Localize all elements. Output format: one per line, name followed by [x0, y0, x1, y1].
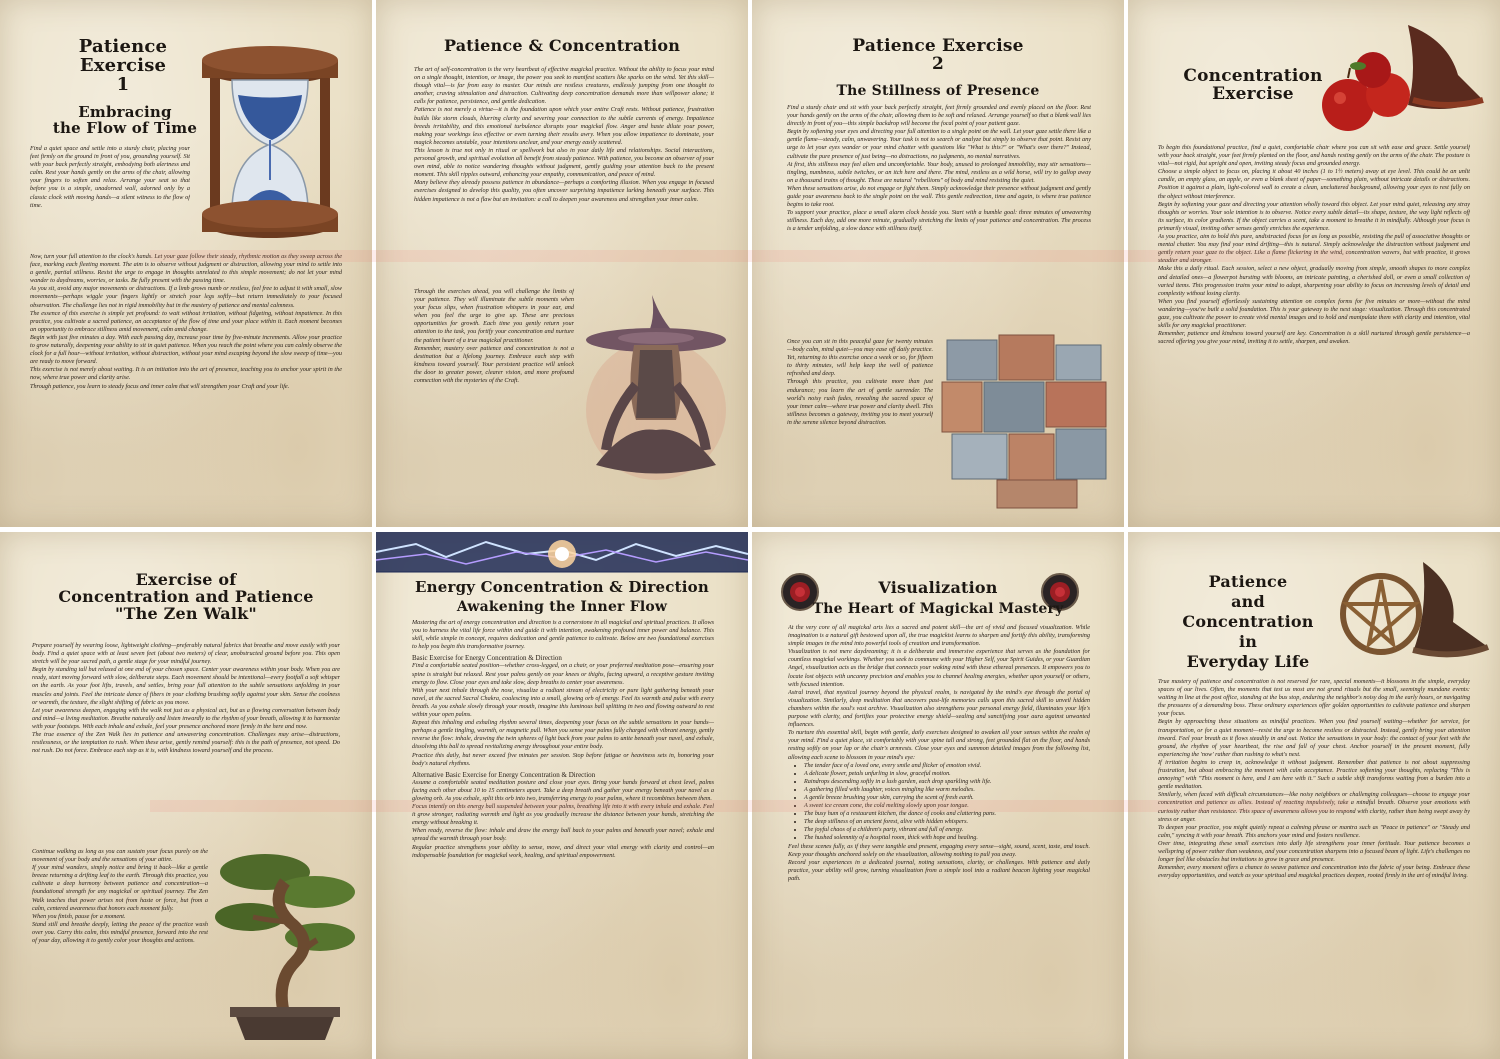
paragraph: Mastering the art of energy concentration and direction is a cornerstone in all magickal and spiritual practices. It allows you to harness the vital life force within and guide it with intention, awakening profound inner power and balance. This skill, while simple in concept, requires dedication and gentle patience to cultivate. Below are two foundational exercises to help you begin this transformative journey. [412, 619, 714, 651]
page-concentration-exercise [1128, 0, 1500, 527]
paragraph: Focus intently on this energy ball suspended between your palms, breathing life into it with every inhale and exhale. Feel it grow stronger, radiating warmth and light as you gradually increase the distance between your hands, stretching the energy without breaking it. [412, 803, 714, 827]
paragraph: The essence of this exercise is simple yet profound: to wait without irritation, without fidgeting, without impatience. In this practice, you cultivate a sacred patience, an acceptance of the flow of time and your place within it. Each moment becomes an opportunity to embrace stillness amid movement, calm amid change. [30, 309, 342, 333]
stone-blocks-illustration [937, 330, 1112, 510]
paragraph: If your mind wanders, simply notice and bring it back—like a gentle breeze returning a drifting leaf to the earth. Through this practice, you cultivate a deep harmony between patience and concentration—a foundational strength for any magickal or spiritual journey. The Zen Walk teaches that power arises not from haste or force, but from a calm, centered awareness that honors each moment fully. [32, 864, 208, 912]
paragraph: Once you can sit in this peaceful gaze for twenty minutes—body calm, mind quiet—you may ease off daily practice. Yet, returning to this exercise once a week or so, for fifteen to thirty minutes, will help keep the well of patience refreshed and deep. [787, 338, 933, 378]
paragraph: To nurture this essential skill, begin with gentle, daily exercises designed to awaken all your senses within the realm of your mind. Find a quiet place, sit comfortably with your spine tall and strong, feet grounded flat on the floor, and hands resting softly on your lap or the chair's armrests. Close your eyes and summon detailed images from the following list, allowing each scene to blossom in your mind's eye: [788, 729, 1090, 761]
paragraph: Practice this daily, but never exceed five minutes per session. Stop before fatigue or heaviness sets in, honoring your body's natural rhythms. [412, 751, 714, 767]
list-item: • The hushed solemnity of a hospital room, thick with hope and healing. [804, 834, 1090, 842]
page-title: Energy Concentration & Direction [415, 578, 709, 596]
paragraph: Continue walking as long as you can sustain your focus purely on the movement of your body and the sensations of your attire. [32, 848, 208, 864]
paragraph: Begin by approaching these situations as mindful practices. When you find yourself waiting—whether for service, for transportation, or for a quiet moment—resist the urge to become restless or distracted. Instead, gently bring your attention inward. Feel your breath as it flows steadily in and out. Notice the sensations in your body: the contact of your feet with the ground, the rhythm of your heartbeat, the rise and fall of your chest. Anchor yourself in the present moment, fully experiencing the 'now' rather than rushing to what's next. [1158, 718, 1470, 758]
paragraph: Over time, integrating these small exercises into daily life strengthens your inner fortitude. Your patience becomes a wellspring of power rather than weakness, and your concentration sharpens into a focused beam of light. Life's challenges no longer feel like obstacles but invitations to grow in grace and presence. [1158, 839, 1470, 864]
paragraph: Let your awareness deepen, engaging with the walk not just as a physical act, but as a flowing conversation between body and mind—a living meditation. Breathe naturally and listen inwardly to the rhythm of your breath, allowing it to harmonize with your footsteps. With each inhale and exhale, feel your presence anchored more firmly in the here and now. [32, 706, 340, 730]
page-subtitle: Awakening the Inner Flow [456, 599, 668, 615]
paragraph: When these sensations arise, do not engage or fight them. Simply acknowledge their presence without judgment and gently guide your awareness back to the single point on the wall. This gentle redirection, time and again, is where true patience begins to take root. [787, 184, 1091, 209]
paragraph: The true essence of the Zen Walk lies in patience and unwavering concentration. Challenges may arise—distractions, restlessness, or the temptation to rush. When these arise, gently remind yourself: this is the path of presence, not speed. Do not rush. Do not force. Embrace each step as it is, with kindness toward yourself and the process. [32, 731, 340, 755]
paragraph: True mastery of patience and concentration is not reserved for rare, special moments—it blossoms in the simple, everyday spaces of our lives. Often, the moments that test us most are not grand rituals but the small, seemingly mundane events: waiting in line at the post office, standing at the bus stop, enduring the neighbor's noisy dog in the early hours, or navigating the pressures of a demanding boss. These ordinary experiences offer golden opportunities to cultivate patience and sharpen your focus. [1158, 678, 1470, 718]
paragraph: Stand still and breathe deeply, letting the peace of the practice wash over you. Carry this calm, this mindful presence, forward into the rest of your day, allowing it to gently color your thoughts and actions. [32, 920, 208, 945]
body-text [414, 288, 574, 493]
hourglass-illustration [190, 40, 350, 250]
paragraph: Find a comfortable seated position—whether cross-legged, on a chair, or your preferred meditation pose—ensuring your spine is straight but relaxed. Rest your palms gently on your knees or thighs, facing upward, a receptive gesture inviting energy to flow. Close your eyes and take slow, deep breaths to center your awareness. [412, 662, 714, 686]
paragraph: Choose a simple object to focus on, placing it about 40 inches (1 to 1½ meters) away at eye level. This could be an unlit candle, an empty glass, an apple, or even a blank sheet of paper—something plain, without intricate details or distractions. Position it against a plain, light-colored wall to create a clean, uncluttered background, allowing your eyes to rest fully on the object without interference. [1158, 168, 1470, 200]
list-item: • The deep stillness of an ancient forest, alive with hidden whispers. [804, 818, 1090, 826]
body-text [788, 624, 1090, 1049]
page-title: Patience and Concentration in Everyday Life [1182, 572, 1314, 671]
paragraph: Feel these scenes fully, as if they were tangible and present, engaging every sense—sight, sound, scent, taste, and touch. Keep your thoughts anchored solely on the visualization, allowing nothing to pull you away. [788, 842, 1090, 858]
apples-and-witch-hat-illustration [1298, 20, 1488, 140]
body-text [412, 619, 714, 1049]
list-item: • A delicate flower, petals unfurling in slow, graceful motion. [804, 770, 1090, 778]
paragraph: At the very core of all magickal arts lies a sacred and potent skill—the art of vivid and focused visualization. While imagination is a natural gift bestowed upon all, the true magickist learns to sharpen and fortify this ability, transforming simple images in the mind into powerful tools of creation and transformation. [788, 624, 1090, 648]
paragraph: Through the exercises ahead, you will challenge the limits of your patience. They will illuminate the subtle moments when your focus slips, when frustration whispers in your ear, and when you feel the urge to give up. These are precious opportunities for growth. Each time you gently return your attention to the task, you fortify your concentration and nurture the patient heart of a true magickal practitioner. [414, 288, 574, 344]
section-heading: Basic Exercise for Energy Concentration & Direction [412, 654, 562, 663]
paragraph: If irritation begins to creep in, acknowledge it without judgment. Remember that patience is not about suppressing frustration, but about embracing the moment with calm acceptance. Practice softening your thoughts, replacing "This is annoying" with "This moment is here, and I am here with it." Such a subtle shift transforms waiting from a burden into a gentle meditation. [1158, 758, 1470, 791]
page-patience-exercise-2 [752, 0, 1124, 527]
paragraph: When you finish, pause for a moment. [32, 912, 126, 920]
body-text [30, 145, 190, 255]
paragraph: Many believe they already possess patience in abundance—perhaps a comforting illusion. When you engage in focused exercises designed to develop this quality, you often uncover surprising impatience lurking beneath your surface. This hidden impatience is not a flaw but an invitation: a call to deepen your awareness and strengthen your inner calm. [414, 179, 714, 203]
page-zen-walk [0, 532, 372, 1059]
paragraph: Regular practice strengthens your ability to sense, move, and direct your vital energy with clarity and control—an indispensable foundation for magickal work, healing, and spiritual empowerment. [412, 843, 714, 859]
page-title: Exercise of Concentration and Patience "The Zen Walk" [58, 570, 314, 623]
list-item: • The busy hum of a restaurant kitchen, the dance of cooks and clattering pans. [804, 810, 1090, 818]
body-text [1158, 144, 1470, 499]
page-subtitle: The Heart of Magickal Mastery [812, 601, 1064, 617]
paragraph: Visualization is not mere daydreaming; it is a deliberate and immersive experience that serves as the foundation for countless magickal workings. Whether you seek to commune with your Higher Self, your Spirit Guides, or your Guardian Angel, visualization acts as the bridge that connects your waking mind with these ethereal presences. It empowers you to locate lost objects with uncanny precision and enables you to channel healing energies, whether upon yourself or others, with focused intention. [788, 648, 1090, 688]
list-item: • A sweet ice cream cone, the cold melting slowly upon your tongue. [804, 802, 1090, 810]
page-energy-concentration [376, 532, 748, 1059]
paragraph: Record your experiences in a dedicated journal, noting sensations, clarity, or challenges. With patience and daily practice, your ability will grow, turning visualization from a simple tool into a radiant beacon lighting your magickal path. [788, 858, 1090, 882]
body-text [32, 848, 208, 1038]
paragraph: Begin by softening your eyes and directing your full attention to a single point on the wall. Let your gaze settle there like a gentle flame—steady, calm, unwavering. Your task is not to search or analyze but simply to observe that point. Resist any urge to let your eyes wander or your mind chatter with questions like "What is this?" or "What's over there?" Instead, cultivate the pure presence of just being—no distractions, no judgments, no mental narratives. [787, 128, 1091, 160]
page-patience-concentration [376, 0, 748, 527]
paragraph: The art of self-concentration is the very heartbeat of effective magickal practice. Without the ability to focus your mind on a single thought, intention, or image, the power you seek to manifest scatters like sparks on the wind. Yet this skill—though vital—is far from easy to master. Our minds are restless creatures, endlessly jumping from one thought to another, craving stimulation and distraction. Cultivating deep concentration demands more than willpower alone; it calls for patience, persistence, and gentle dedication. [414, 66, 714, 106]
paragraph: As you practice, aim to hold this pure, undistracted focus for as long as possible, resisting the pull of associative thoughts or mental chatter. You may find your mind drifting—this is natural. Simply acknowledge the distraction without judgment and gently return your gaze to the object. Like a flame flickering in the wind, concentration wavers, but with practice, it grows steadier and stronger. [1158, 233, 1470, 265]
body-text [787, 104, 1091, 336]
paragraph: When ready, reverse the flow: inhale and draw the energy ball back to your palms and beneath your navel; exhale and spread the warmth through your body. [412, 827, 714, 843]
paragraph: With your next inhale through the nose, visualize a radiant stream of electricity or pure light gathering beneath your navel, at the sacred Sacral Chakra, coalescing into a small, glowing orb of energy. Feel its warmth and pulse with every breath. As you exhale slowly through your mouth, imagine this luminous ball splitting in two and flowing outward to rest within your open palms. [412, 686, 714, 719]
paragraph: Remember, mastery over patience and concentration is not a destination but a lifelong journey. Embrace each step with kindness toward yourself. Your persistent practice will unlock the door to greater power, clearer vision, and more profound connection with the mysteries of the Craft. [414, 344, 574, 385]
body-text [32, 642, 340, 848]
paragraph: As you sit, avoid any major movements or distractions. If a limb grows numb or restless, feel free to adjust it with small, slow movements—perhaps wiggle your fingers lightly or stretch your legs softly—but return immediately to your focused observation. The challenge lies not in rigid immobility but in the mastery of patience and mental calmness. [30, 285, 342, 309]
paragraph: Through this practice, you cultivate more than just endurance; you learn the art of gentle surrender. The world's noisy rush fades, revealing the sacred space of your inner calm—where true power and clarity dwell. This stillness becomes a gateway, inviting you to meet yourself in the serene silence beyond distraction. [787, 378, 933, 426]
list-item: • The tender face of a loved one, every smile and flicker of emotion vivid. [804, 762, 1090, 770]
paragraph: This lesson is true not only in ritual or spellwork but also in your daily life and relationships. Social interactions, personal growth, and spiritual evolution all benefit from steady patience. With patience, you become an observer of your own mind, able to notice wandering thoughts without judgment, gently guiding your attention back to the present moment. This skill ripples outward, enhancing your empathy, communication, and peace of mind. [414, 146, 714, 179]
paragraph: This exercise is not merely about waiting. It is an initiation into the art of presence, teaching you to anchor your spirit in the now, where true power and clarity arise. [30, 366, 342, 382]
paragraph: Assume a comfortable seated meditation posture and close your eyes. Bring your hands forward at chest level, palms facing each other about 10 to 15 centimeters apart. Take a deep breath and gather your energy beneath your navel as a glowing orb. As you exhale, split this orb into two, transferring energy to your palms, where it recombines between them. [412, 778, 714, 802]
paragraph: Through patience, you learn to steady focus and inner calm that will strengthen your Craft and your life. [30, 382, 290, 390]
paragraph: Find a quiet space and settle into a sturdy chair, placing your feet firmly on the ground in front of you, grounding yourself. Sit with your back perfectly straight, embodying both alertness and calm. Rest your hands gently on the arms of the chair, allowing your fingers to soften and relax. Arrange your seat so that before you is a simple, unadorned wall, adorned only by a classic clock with moving hands—a silent witness to the flow of time. [30, 145, 190, 209]
watermark-bar [150, 250, 1350, 262]
page-everyday-life [1128, 532, 1500, 1059]
paragraph: Similarly, when faced with difficult circumstances—like noisy neighbors or challenging colleagues—choose to engage your concentration and patience as allies. Instead of reacting impulsively, take a mindful breath. Observe your emotions with curiosity rather than resistance. This space of awareness allows you to respond with clarity, rather than being swept away by stress or anger. [1158, 791, 1470, 823]
paragraph: Begin by softening your gaze and directing your attention wholly toward this object. Let your mind quiet, releasing any stray thoughts or worries. Your sole intention is to observe. Notice every subtle detail—its shape, texture, the way light reflects off its surface, its color gradients. If the object carries a scent, take a moment to breathe it in mindfully. Although your focus is primarily visual, inviting other senses gently enriches the experience. [1158, 200, 1470, 232]
paragraph: To support your practice, place a small alarm clock beside you. Start with a humble goal: three minutes of unwavering stillness. Each day, add one more minute, gradually stretching the limits of your patience and concentration. The process is a tender unfolding, a slow dance with stillness itself. [787, 209, 1091, 233]
page-patience-exercise-1 [0, 0, 372, 527]
paragraph: Prepare yourself by wearing loose, lightweight clothing—preferably natural fabrics that breathe and move easily with your body. Find a quiet space with at least seven feet (about two meters) of clear, unobstructed ground before you. This open stretch will be your sacred path, a gentle stage for your mindful journey. [32, 642, 340, 666]
page-visualization [752, 532, 1124, 1059]
list-item: • A gathering filled with laughter, voices mingling like warm melodies. [804, 786, 1090, 794]
paragraph: To begin this foundational practice, find a quiet, comfortable chair where you can sit with ease and grace. Settle yourself with your back straight, your feet firmly planted on the floor, and hands resting gently on the arms of the chair. The posture is vital—not rigid, but upright and open, inviting steady focus and grounded energy. [1158, 144, 1470, 168]
paragraph: Patience is not merely a virtue—it is the foundation upon which your entire Craft rests. Without patience, frustration builds like storm clouds, blurring clarity and severing your connection to the subtle currents of energy. Impatience breeds irritability, and this emotional turbulence disrupts your magickal flow. Anger and haste dilute your power, making your workings less effective or even turning their results awry. When you allow impatience to dominate, your magick becomes unstable, your intentions unclear, and your energy easily scattered. [414, 106, 714, 146]
paragraph: Begin with just five minutes a day. With each passing day, increase your time by five-minute increments. Allow your practice to grow naturally, deepening your ability to sit in quiet patience. When you reach the point where you can calmly observe the clock for a full hour—without irritation, without distraction, without your mind escaping beyond the slow sweep of time—you are ready to move forward. [30, 333, 342, 366]
page-title: Patience & Concentration [443, 36, 681, 55]
page-title: Concentration Exercise [1183, 66, 1323, 104]
pentacle-and-witch-hat-illustration [1333, 552, 1493, 677]
page-title: Visualization [878, 578, 998, 597]
paragraph: At first, this stillness may feel alien and uncomfortable. Your body, unused to prolonged immobility, may stir sensations—tingling, numbness, subtle twitches, or an itch here and there. The mind, restless as a wild horse, will try to gallop away on a thousand trains of thought. These are natural "rebellions" of body and mind resisting the quiet. [787, 160, 1091, 184]
paragraph: To deepen your practice, you might quietly repeat a calming phrase or mantra such as "Peace in patience" or "Steady and calm," syncing it with your breath. This anchors your mind and fosters resilience. [1158, 823, 1470, 839]
page-title: Patience Exercise 2 [852, 36, 1024, 74]
bonsai-tree-illustration [205, 842, 365, 1047]
witch-meditating-illustration [566, 290, 731, 490]
paragraph: Now, turn your full attention to the clock's hands. Let your gaze follow their steady, rhythmic motion as they sweep across the face, marking each fleeting moment. The aim is to observe without judgment or distraction, allowing your mind to settle into a gentle, partial stillness. Resist the urge to engage in thoughts unrelated to this simple movement; do not let your mind wander to daydreams, worries, or tasks. Be fully present with the passing time. [30, 253, 342, 285]
body-text [1158, 678, 1470, 1038]
body-text [787, 338, 933, 498]
page-title: Patience Exercise 1 [78, 36, 168, 95]
list-item: • A gentle breeze brushing your skin, carrying the scent of fresh earth. [804, 794, 1090, 802]
page-subtitle: The Stillness of Presence [836, 83, 1040, 99]
paragraph: Make this a daily ritual. Each session, select a new object, gradually moving from simple, smooth shapes to more complex and detailed ones—a flowerpot bursting with blooms, an intricate painting, a cherished doll, or even a small collection of varied items. This progression trains your mind to adapt, sharpening your ability to focus on increasing levels of detail and complexity without losing clarity. [1158, 265, 1470, 297]
body-text [30, 253, 342, 498]
page-subtitle: Embracing the Flow of Time [52, 103, 198, 137]
watermark-bar [150, 800, 1350, 812]
list-item: • Raindrops descending softly in a lush garden, each drop sparkling with life. [804, 778, 1090, 786]
paragraph: When you find yourself effortlessly sustaining attention on complex forms for five minutes or more—without the mind wandering—you've built a solid foundation. This is your gateway to the next stage: visualization. Through this concentrated gaze, you cultivate the power to create vivid mental images and to hold and manipulate them with clarity and intention, vital skills for any magickal practitioner. [1158, 297, 1470, 330]
paragraph: Remember, patience and kindness toward yourself are key. Concentration is a skill nurtured through gentle persistence—a sacred offering you give your mind, inviting it to settle, sharpen, and awaken. [1158, 330, 1470, 346]
paragraph: Repeat this inhaling and exhaling rhythm several times, deepening your focus on the subtle sensations in your hands—perhaps a gentle tingling, warmth, or magnetic pull. When you sense your palms fully charged with vibrant energy, gently reverse the flow: inhale, drawing the twin spheres of light back from your palms to unite beneath your navel, and exhale, dissolving this ball to spread revitalizing energy throughout your entire body. [412, 719, 714, 751]
list-item: • The joyful chaos of a children's party, vibrant and full of energy. [804, 826, 1090, 834]
paragraph: Remember, every moment offers a chance to weave patience and concentration into the fabric of your being. Embrace these everyday opportunities, and watch as your spiritual and magickal practices deepen, rooted firmly in the art of mindful living. [1158, 864, 1470, 880]
paragraph: Begin by standing tall but relaxed at one end of your chosen space. Center your awareness within your body. When you are ready, start moving forward with slow, deliberate steps. Each movement should be intentional—every footfall a soft whisper on the earth. As your foot lifts, travels, and settles, bring your full attention to the subtle sensations unfolding in your muscles and joints. Feel the intricate dance of fibers in your clothing brushing softly against your skin. Sense the coolness or warmth, the texture, the slight shifting of fabric as you move. [32, 666, 340, 706]
paragraph: Find a sturdy chair and sit with your back perfectly straight, feet firmly grounded and evenly placed on the floor. Rest your hands gently on the arms of the chair, allowing them to be soft and relaxed. Arrange yourself so that a blank wall lies directly in front of you—this simple backdrop will become the focal point of your patient gaze. [787, 104, 1091, 128]
section-heading: Alternative Basic Exercise for Energy Concentration & Direction [412, 770, 596, 779]
paragraph: Astral travel, that mystical journey beyond the physical realm, is navigated by the mind's eye through the portal of visualization. Similarly, deep meditation that uncovers past-life memories calls upon this sacred skill to unveil hidden chambers within the soul's vast archive. Visualization also strengthens your personal energy field, illuminates your life's purpose with clarity, and fortifies your protective energy shield—sealing and sanctifying your aura against unwanted influences. [788, 688, 1090, 729]
